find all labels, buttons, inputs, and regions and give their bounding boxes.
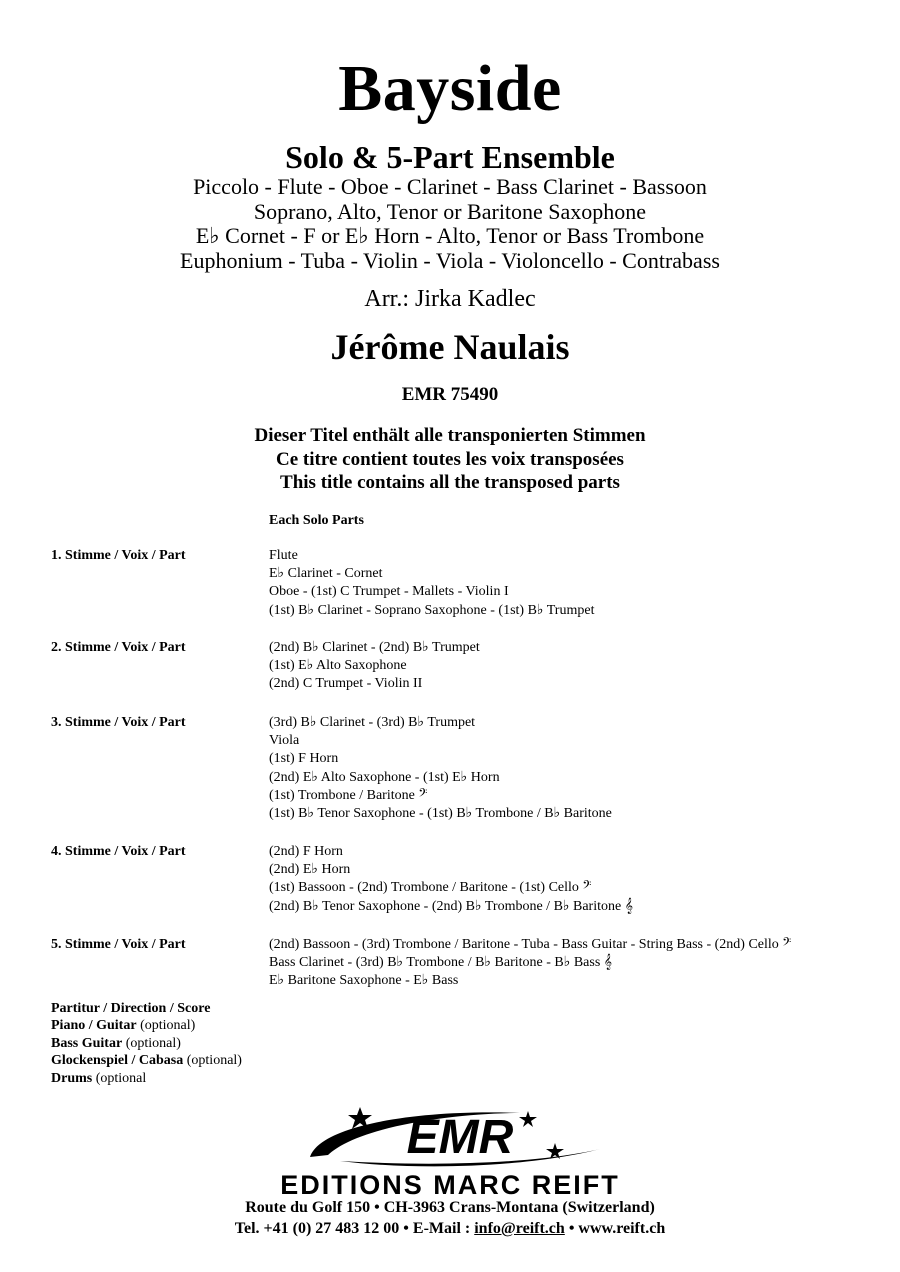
part-line: Oboe - (1st) C Trumpet - Mallets - Violin I xyxy=(269,584,509,600)
star-icon xyxy=(519,1111,537,1127)
extra-part-name: Bass Guitar xyxy=(51,1035,123,1051)
publisher-contact xyxy=(0,1219,900,1239)
publisher-address: Route du Golf 150 • CH-3963 Crans-Montana (Switzerland) xyxy=(245,1199,655,1216)
instrumentation-line: Euphonium - Tuba - Violin - Viola - Violoncello - Contrabass xyxy=(180,247,720,273)
part-instruments xyxy=(269,843,633,916)
part-line: (2nd) Bassoon - (3rd) Trombone / Baritone - Tuba - Bass Guitar - String Bass - (2nd) Cello 𝄢 xyxy=(269,937,792,952)
website-text: • www.reift.ch xyxy=(564,1220,666,1237)
extra-part-name: Glockenspiel / Cabasa xyxy=(51,1053,184,1069)
extra-part xyxy=(51,1052,242,1069)
part-line: (1st) Bassoon - (2nd) Trombone / Baritone - (1st) Cello 𝄢 xyxy=(269,880,592,896)
part-label: 3. Stimme / Voix / Part xyxy=(51,715,186,730)
extra-part-note: (optional) xyxy=(125,1035,181,1051)
part-line: (1st) Trombone / Baritone 𝄢 xyxy=(269,787,428,803)
extra-part-note: (optional) xyxy=(140,1018,196,1034)
part-line: (3rd) B♭ Clarinet - (3rd) B♭ Trumpet xyxy=(269,715,476,730)
ensemble-subtitle: Solo & 5-Part Ensemble xyxy=(285,139,615,175)
catalog-number: EMR 75490 xyxy=(401,384,499,405)
part-line: (2nd) B♭ Tenor Saxophone - (2nd) B♭ Trombone / B♭ Baritone 𝄞 xyxy=(269,898,633,914)
part-label: 1. Stimme / Voix / Part xyxy=(51,548,186,563)
extra-part xyxy=(51,1035,242,1052)
part-line: (2nd) E♭ Horn xyxy=(269,862,351,878)
part-line: (1st) B♭ Tenor Saxophone - (1st) B♭ Trombone / B♭ Baritone xyxy=(269,805,612,821)
part-line: (1st) F Horn xyxy=(269,751,339,767)
logo-text: EMR xyxy=(406,1111,514,1164)
part-line: (2nd) B♭ Clarinet - (2nd) B♭ Trumpet xyxy=(269,640,480,655)
composer: Jérôme Naulais xyxy=(330,327,570,367)
part-line: Flute xyxy=(269,548,298,563)
part-line: (2nd) F Horn xyxy=(269,844,343,859)
part-line: E♭ Clarinet - Cornet xyxy=(269,566,383,582)
extra-part xyxy=(51,1000,242,1017)
part-line: Bass Clarinet - (3rd) B♭ Trombone / B♭ Baritone - B♭ Bass 𝄞 xyxy=(269,955,613,971)
publisher-name: EDITIONS MARC REIFT xyxy=(280,1170,620,1200)
part-line: Viola xyxy=(269,733,300,749)
extra-part xyxy=(51,1070,242,1087)
transposition-note-en: This title contains all the transposed parts xyxy=(280,472,620,493)
part-instruments xyxy=(269,936,791,991)
part-line: (1st) B♭ Clarinet - Soprano Saxophone - (1st) B♭ Trumpet xyxy=(269,602,595,618)
transposition-notes xyxy=(0,424,900,495)
part-instruments xyxy=(269,547,594,620)
transposition-note-de: Dieser Titel enthält alle transponierten Stimmen xyxy=(254,425,646,446)
extra-part-name: Partitur / Direction / Score xyxy=(51,1001,211,1016)
part-line: (2nd) E♭ Alto Saxophone - (1st) E♭ Horn xyxy=(269,769,500,785)
each-solo-heading: Each Solo Parts xyxy=(269,513,364,528)
piece-title: Bayside xyxy=(338,52,562,125)
extra-part-name: Piano / Guitar xyxy=(51,1018,137,1034)
part-label: 2. Stimme / Voix / Part xyxy=(51,640,186,655)
transposition-note-fr: Ce titre contient toutes les voix transposées xyxy=(276,448,624,470)
extra-parts-list xyxy=(51,1000,242,1087)
emr-logo xyxy=(300,1105,620,1175)
instrumentation-line: Piccolo - Flute - Oboe - Clarinet - Bass Clarinet - Bassoon xyxy=(193,174,707,199)
instrumentation-list xyxy=(0,175,900,273)
extra-part-note: (optional xyxy=(95,1070,147,1086)
part-line: E♭ Baritone Saxophone - E♭ Bass xyxy=(269,973,459,989)
part-instruments xyxy=(269,714,612,823)
extra-part-note: (optional) xyxy=(186,1053,242,1069)
phone-text: Tel. +41 (0) 27 483 12 00 • E-Mail : xyxy=(234,1220,475,1237)
extra-part xyxy=(51,1017,242,1034)
part-label: 5. Stimme / Voix / Part xyxy=(51,937,186,952)
part-line: (1st) E♭ Alto Saxophone xyxy=(269,658,407,674)
email-link[interactable]: info@reift.ch xyxy=(474,1220,565,1237)
arranger: Arr.: Jirka Kadlec xyxy=(364,286,536,312)
part-label: 4. Stimme / Voix / Part xyxy=(51,844,186,859)
instrumentation-line: E♭ Cornet - F or E♭ Horn - Alto, Tenor or Bass Trombone xyxy=(195,223,705,248)
extra-part-name: Drums xyxy=(51,1070,93,1086)
part-line: (2nd) C Trumpet - Violin II xyxy=(269,676,423,692)
part-instruments xyxy=(269,639,480,694)
instrumentation-line: Soprano, Alto, Tenor or Baritone Saxophone xyxy=(253,198,647,224)
